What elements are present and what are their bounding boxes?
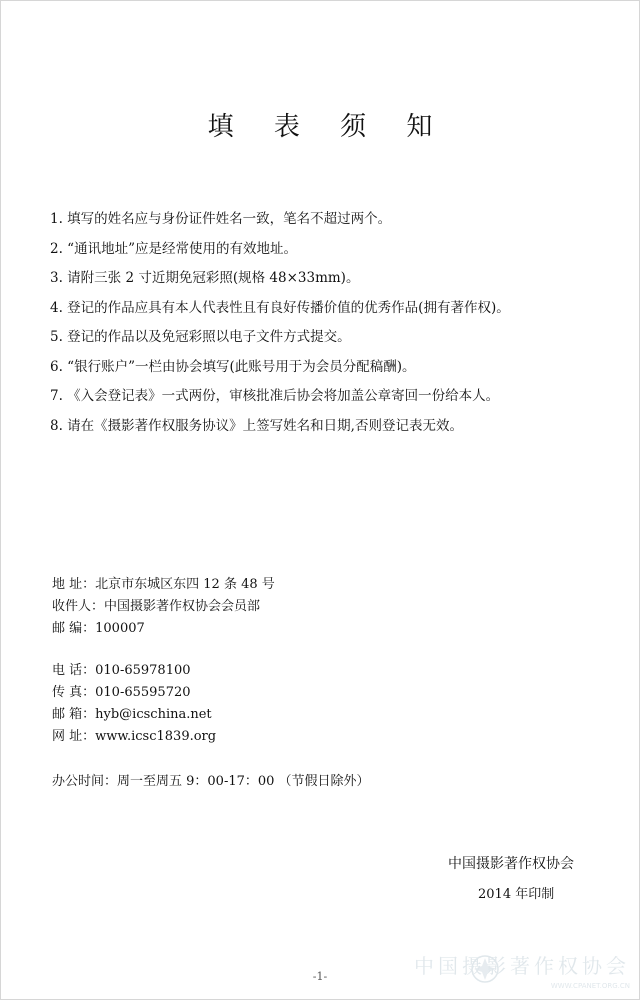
phone-row [52, 660, 216, 682]
recipient-row [52, 596, 275, 618]
instruction-item: 3. 请附三张 2 寸近期免冠彩照(规格 48×33mm)。 [50, 270, 360, 286]
instruction-item: 1. 填写的姓名应与身份证件姓名一致，笔名不超过两个。 [50, 211, 392, 227]
postcode-row [52, 618, 275, 640]
postcode-value: 100007 [95, 621, 145, 636]
footer-print-year: 2014 年印制 [478, 887, 555, 902]
address-label: 地 址： [52, 577, 96, 592]
instruction-item: 7. 《入会登记表》一式两份，审核批准后协会将加盖公章寄回一份给本人。 [50, 388, 500, 404]
website-value: www.icsc1839.org [95, 729, 217, 744]
footer-organization: 中国摄影著作权协会 [448, 856, 574, 872]
watermark-text: 中国摄影著作权协会 [414, 954, 630, 978]
instructions-list [50, 205, 510, 441]
instruction-item: 8. 请在《摄影著作权服务协议》上签写姓名和日期,否则登记表无效。 [50, 417, 463, 434]
instruction-item: 6. “银行账户”一栏由协会填写(此账号用于为会员分配稿酬)。 [50, 358, 416, 375]
email-label: 邮 箱： [52, 707, 96, 722]
website-label: 网 址： [52, 729, 96, 744]
email-value: hyb@icschina.net [95, 707, 212, 722]
address-block [52, 574, 275, 640]
instruction-item: 2. “通讯地址”应是经常使用的有效地址。 [50, 240, 297, 257]
phone-label: 电 话： [52, 663, 96, 678]
email-row [52, 704, 216, 726]
contact-block [52, 660, 216, 748]
recipient-value: 中国摄影著作权协会会员部 [104, 599, 261, 614]
watermark [414, 950, 630, 990]
address-row [52, 574, 275, 596]
page-number: -1- [312, 970, 328, 983]
phone-value: 010-65978100 [95, 663, 191, 678]
address-value: 北京市东城区东四 12 条 48 号 [95, 577, 275, 592]
office-hours: 办公时间：周一至周五 9：00-17：00 （节假日除外） [52, 774, 370, 789]
page-title: 填 表 须 知 [207, 112, 449, 142]
website-row [52, 726, 216, 748]
fax-label: 传 真： [52, 685, 96, 700]
instruction-item: 4. 登记的作品应具有本人代表性且有良好传播价值的优秀作品(拥有著作权)。 [50, 299, 510, 316]
fax-row [52, 682, 216, 704]
recipient-label: 收件人： [52, 599, 105, 614]
instruction-item: 5. 登记的作品以及免冠彩照以电子文件方式提交。 [50, 329, 351, 345]
postcode-label: 邮 编： [52, 621, 96, 636]
watermark-url: WWW.CPANET.ORG.CN [550, 982, 630, 990]
fax-value: 010-65595720 [95, 685, 191, 700]
